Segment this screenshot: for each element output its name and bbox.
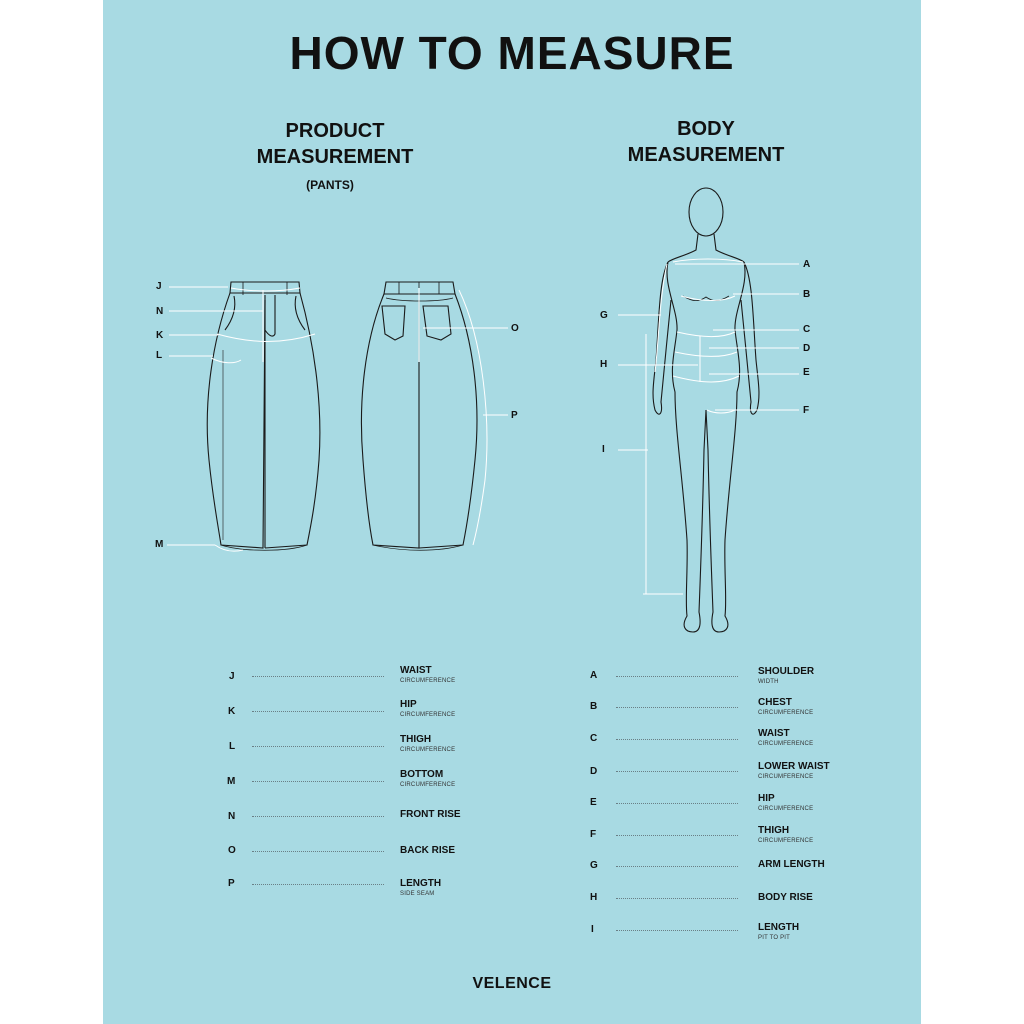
row-name-text: THIGH [400,734,432,745]
body-heading-line1: BODY [677,118,735,140]
row-detail: CIRCUMFERENCE [758,774,814,780]
dotted-leader [616,930,738,931]
dotted-leader [616,898,738,899]
dotted-leader [252,884,384,885]
row-detail: CIRCUMFERENCE [758,710,814,716]
row-name-text: ARM LENGTH [758,859,825,870]
row-detail: CIRCUMFERENCE [758,838,814,844]
row-name [758,859,825,870]
diagram-label-n: N [156,306,164,317]
row-name-text: WAIST [400,665,432,676]
row-name [400,878,441,900]
dotted-leader [616,676,738,677]
row-name [400,734,455,756]
page-title: HOW TO MEASURE [289,27,735,79]
product-heading-line2: MEASUREMENT [256,146,414,168]
row-letter: N [228,811,236,822]
row-name [400,845,455,856]
row-name [758,922,799,944]
row-name [400,665,455,687]
dotted-leader [616,835,738,836]
row-name [400,699,455,721]
row-name-text: FRONT RISE [400,809,461,820]
row-letter: E [590,797,597,808]
dotted-leader [252,676,384,677]
row-name-text: LENGTH [758,922,800,933]
dotted-leader [616,771,738,772]
dotted-leader [252,781,384,782]
row-detail: CIRCUMFERENCE [400,782,456,788]
row-letter: I [591,924,594,935]
row-detail: CIRCUMFERENCE [400,712,456,718]
row-name-text: SHOULDER [758,666,815,677]
diagram-label-a: A [803,259,811,270]
dotted-leader [616,707,738,708]
diagram-label-f: F [803,405,810,416]
row-name [758,793,813,815]
row-detail: CIRCUMFERENCE [758,741,814,747]
dotted-leader [616,803,738,804]
diagram-label-k: K [156,330,164,341]
row-name-text: HIP [758,793,775,804]
body-heading-line2: MEASUREMENT [627,144,785,166]
product-subheading: (PANTS) [306,178,354,192]
row-name-text: BODY RISE [758,892,813,903]
dotted-leader [252,816,384,817]
dotted-leader [252,851,384,852]
row-letter: P [228,878,235,889]
diagram-label-m: M [155,539,164,550]
row-detail: CIRCUMFERENCE [758,806,814,812]
row-detail: SIDE SEAM [400,891,435,897]
row-letter: B [590,701,598,712]
row-letter: L [229,741,236,752]
diagram-label-b: B [803,289,811,300]
row-name [758,728,813,750]
row-name [758,697,813,719]
product-heading-line1: PRODUCT [285,120,385,142]
size-guide-poster [103,0,921,1024]
row-detail: PIT TO PIT [758,935,791,941]
row-letter: K [228,706,236,717]
diagram-label-h: H [600,359,608,370]
row-name-text: LENGTH [400,878,442,889]
row-letter: J [229,671,235,682]
row-name [758,892,813,903]
diagram-label-p: P [511,410,518,421]
row-name [758,825,813,847]
row-letter: O [228,845,236,856]
row-name [400,809,461,820]
diagram-label-e: E [803,367,810,378]
brand-logo: VELENCE [472,975,552,992]
row-name-text: BOTTOM [400,769,444,780]
dotted-leader [616,866,738,867]
row-letter: G [590,860,598,871]
row-detail: CIRCUMFERENCE [400,747,456,753]
dotted-leader [252,746,384,747]
diagram-label-c: C [803,324,811,335]
row-letter: D [590,766,598,777]
row-name-text: CHEST [758,697,792,708]
diagram-label-o: O [511,323,519,334]
row-letter: A [590,670,598,681]
row-name [400,769,455,791]
diagram-label-d: D [803,343,811,354]
diagram-label-g: G [600,310,608,321]
diagram-label-l: L [156,350,163,361]
row-letter: M [227,776,236,787]
row-name-text: HIP [400,699,417,710]
row-name-text: THIGH [758,825,790,836]
row-detail: CIRCUMFERENCE [400,678,456,684]
row-letter: C [590,733,598,744]
row-name-text: BACK RISE [400,845,456,856]
row-detail: WIDTH [758,679,779,685]
body-figure-illustration [103,0,921,1024]
dotted-leader [616,739,738,740]
row-letter: H [590,892,598,903]
diagram-label-i: I [602,444,605,455]
row-name [758,761,830,783]
diagram-label-j: J [156,281,162,292]
row-name-text: LOWER WAIST [758,761,830,772]
row-name-text: WAIST [758,728,790,739]
row-letter: F [590,829,597,840]
dotted-leader [252,711,384,712]
row-name [758,666,814,688]
